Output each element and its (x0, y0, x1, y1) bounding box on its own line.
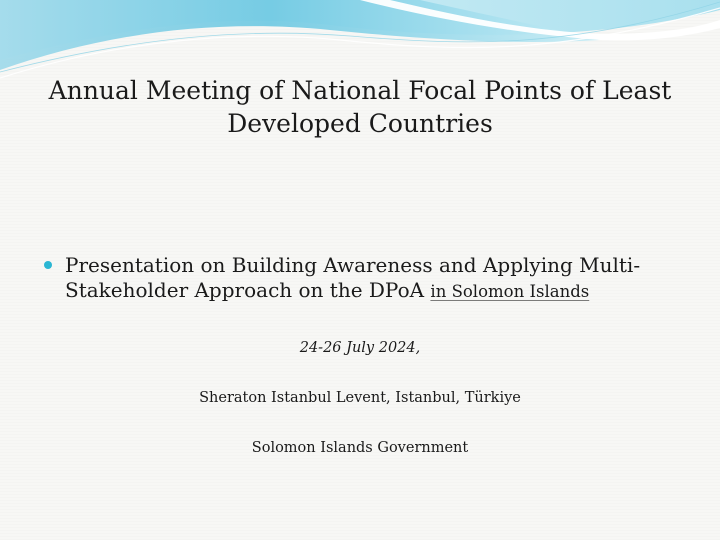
organization: Solomon Islands Government (251, 440, 469, 456)
bullet-item (44, 253, 684, 304)
bullet-line-2 (65, 278, 640, 304)
bullet-dot-icon (44, 261, 52, 269)
bullet-line-1: Presentation on Building Awareness and Applying Multi- (65, 253, 641, 277)
slide-title (40, 74, 680, 140)
title-line-2: Developed Countries (227, 109, 493, 138)
bullet-line-2-text: Stakeholder Approach on the DPoA (65, 278, 431, 302)
bullet-emphasis: in Solomon Islands (430, 282, 590, 301)
title-line-1: Annual Meeting of National Focal Points of Least (48, 76, 672, 105)
event-venue: Sheraton Istanbul Levent, Istanbul, Türkiye (199, 390, 521, 406)
bullet-text (65, 253, 640, 304)
event-date: 24-26 July 2024, (299, 340, 421, 356)
